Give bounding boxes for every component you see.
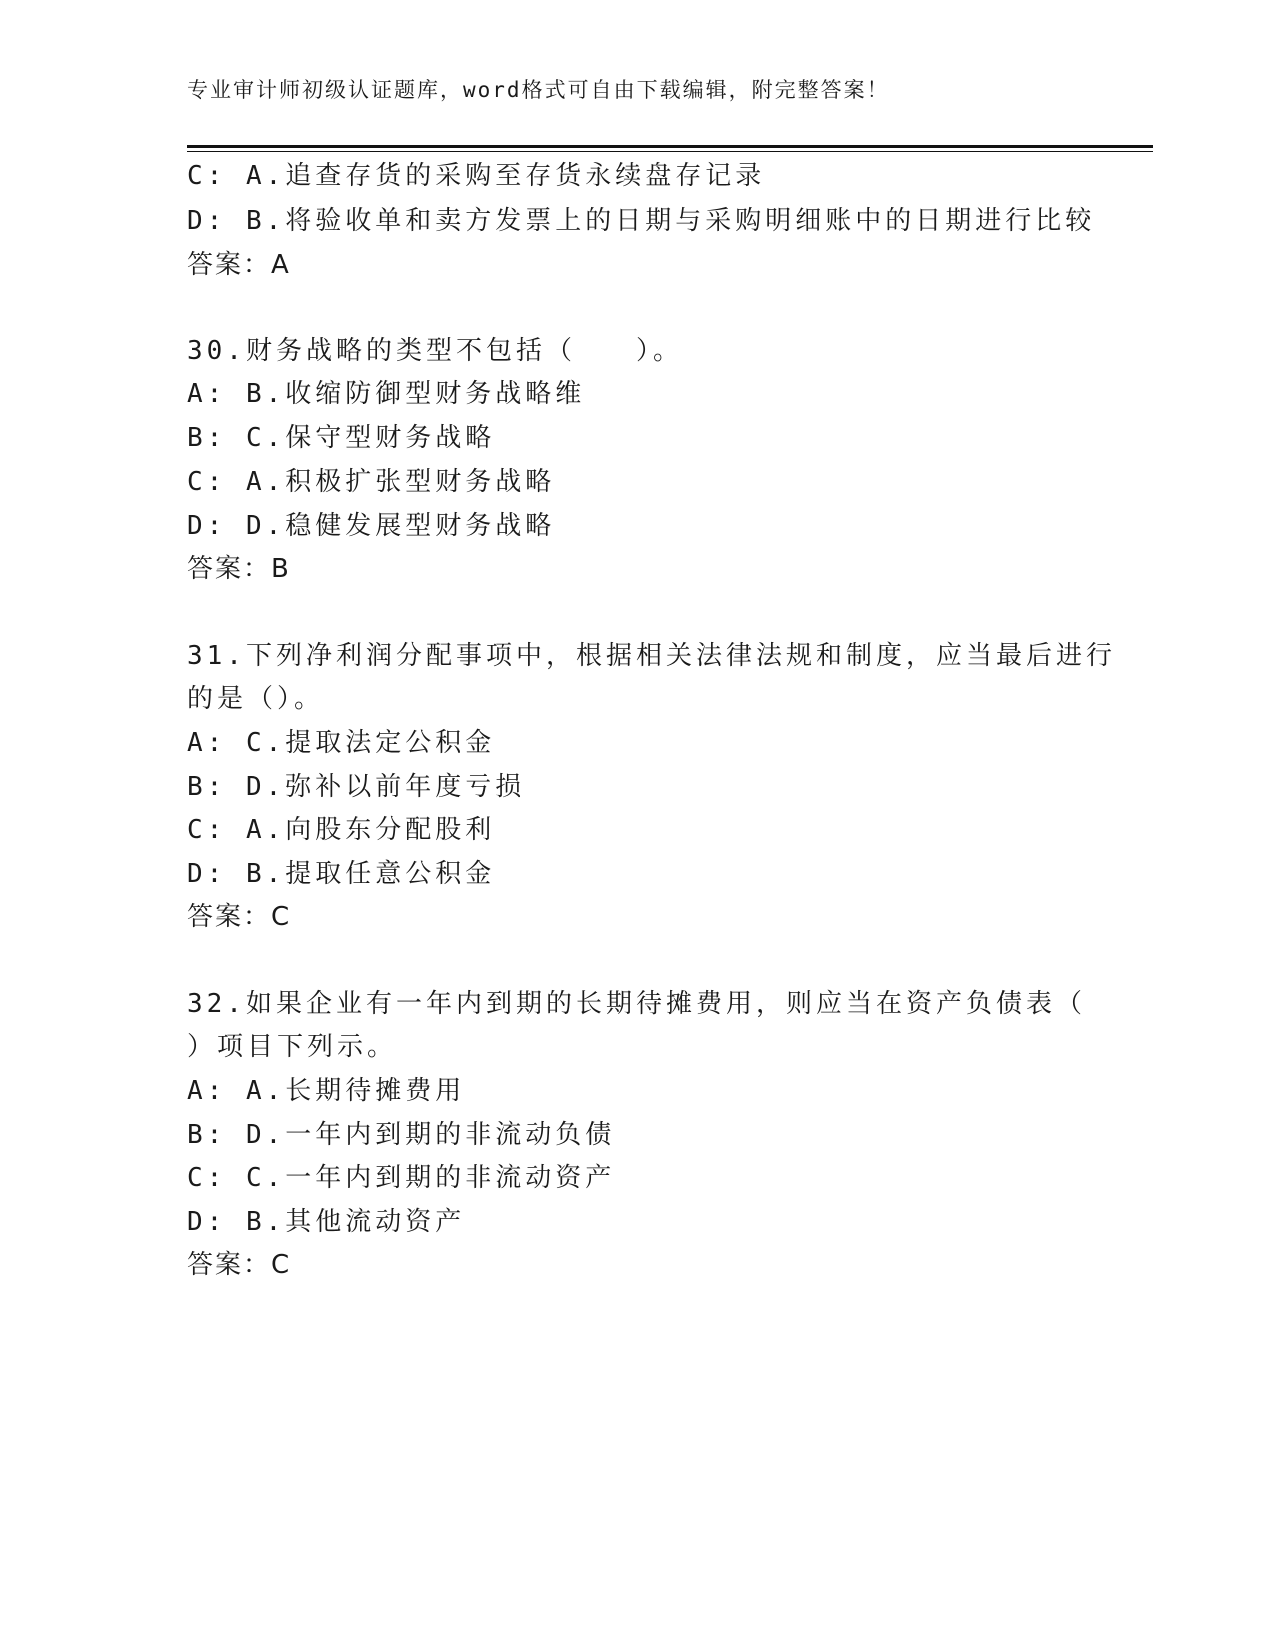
answer-label: 答案： xyxy=(187,554,272,584)
option-line: D: B.其他流动资产 xyxy=(187,1207,466,1237)
answer-label: 答案： xyxy=(187,1250,272,1280)
page-header: 专业审计师初级认证题库，word格式可自由下载编辑，附完整答案！ xyxy=(187,78,890,102)
option-line: B: C.保守型财务战略 xyxy=(187,423,496,453)
header-divider xyxy=(187,145,1153,152)
option-line: A: A.长期待摊费用 xyxy=(187,1076,466,1106)
option-line: C: C.一年内到期的非流动资产 xyxy=(187,1163,616,1193)
option-line: D: B.提取任意公积金 xyxy=(187,859,496,889)
option-line: D: B.将验收单和卖方发票上的日期与采购明细账中的日期进行比较 xyxy=(187,206,1096,236)
option-line: A: B.收缩防御型财务战略维 xyxy=(187,379,586,409)
question-stem: 30.财务战略的类型不包括（ ）。 xyxy=(187,336,683,366)
answer-value: B xyxy=(271,554,291,584)
option-line: A: C.提取法定公积金 xyxy=(187,728,496,758)
answer-value: C xyxy=(271,902,292,932)
option-line: B: D.弥补以前年度亏损 xyxy=(187,772,526,802)
answer-value: A xyxy=(271,250,291,280)
option-line: C: A.积极扩张型财务战略 xyxy=(187,467,556,497)
answer-line xyxy=(187,901,291,933)
question-stem: 的是（）。 xyxy=(187,684,325,714)
option-line: C: A.追查存货的采购至存货永续盘存记录 xyxy=(187,161,766,191)
question-stem: 31.下列净利润分配事项中，根据相关法律法规和制度，应当最后进行 xyxy=(187,641,1116,671)
answer-value: C xyxy=(271,1250,292,1280)
option-line: D: D.稳健发展型财务战略 xyxy=(187,511,556,541)
answer-label: 答案： xyxy=(187,250,272,280)
question-stem: 32.如果企业有一年内到期的长期待摊费用，则应当在资产负债表（ xyxy=(187,989,1086,1019)
question-stem: ）项目下列示。 xyxy=(187,1032,398,1062)
answer-line xyxy=(187,553,291,585)
answer-label: 答案： xyxy=(187,902,272,932)
option-line: C: A.向股东分配股利 xyxy=(187,815,496,845)
option-line: B: D.一年内到期的非流动负债 xyxy=(187,1120,616,1150)
answer-line xyxy=(187,1249,291,1281)
answer-line xyxy=(187,249,291,281)
